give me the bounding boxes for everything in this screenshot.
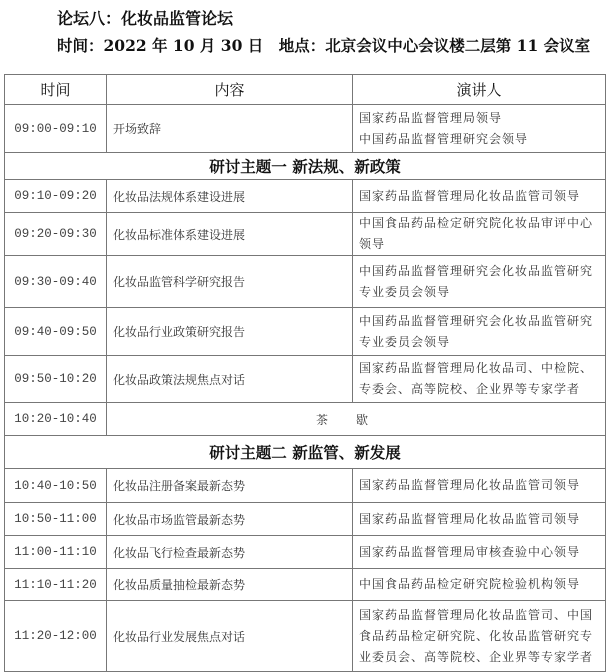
content-cell: 化妆品注册备案最新态势	[107, 469, 353, 503]
theme-row	[5, 436, 606, 469]
content-cell: 化妆品飞行检查最新态势	[107, 536, 353, 569]
header-time: 时间	[5, 75, 107, 105]
time-cell: 10:40-10:50	[5, 469, 107, 503]
break-label: 茶歇	[107, 403, 606, 436]
header-content: 内容	[107, 75, 353, 105]
time-cell: 09:50-10:20	[5, 356, 107, 403]
header-speaker: 演讲人	[353, 75, 606, 105]
schedule-table	[4, 74, 606, 672]
content-cell: 开场致辞	[107, 105, 353, 153]
table-row	[5, 356, 606, 403]
content-cell: 化妆品行业政策研究报告	[107, 308, 353, 356]
speaker-cell: 国家药品监督管理局审核查验中心领导	[353, 536, 606, 569]
content-cell: 化妆品监管科学研究报告	[107, 256, 353, 308]
speaker-cell: 中国药品监督管理研究会化妆品监管研究专业委员会领导	[353, 308, 606, 356]
speaker-cell: 国家药品监督管理局化妆品监管司领导	[353, 180, 606, 213]
speaker-cell: 中国食品药品检定研究院化妆品审评中心领导	[353, 213, 606, 256]
time-cell: 10:20-10:40	[5, 403, 107, 436]
time-cell: 10:50-11:00	[5, 503, 107, 536]
speaker-cell: 中国药品监督管理研究会化妆品监管研究专业委员会领导	[353, 256, 606, 308]
time-cell: 11:10-11:20	[5, 569, 107, 601]
time-cell: 11:20-12:00	[5, 601, 107, 672]
forum-title: 论坛八：化妆品监管论坛	[57, 9, 234, 28]
theme-title: 研讨主题一 新法规、新政策	[5, 153, 606, 180]
speaker-cell: 国家药品监督管理局化妆品监管司、中国食品药品检定研究院、化妆品监管研究专业委员会、高等院校、企业界等专家学者	[353, 601, 606, 672]
content-cell: 化妆品行业发展焦点对话	[107, 601, 353, 672]
content-cell: 化妆品政策法规焦点对话	[107, 356, 353, 403]
table-row	[5, 503, 606, 536]
content-cell: 化妆品市场监管最新态势	[107, 503, 353, 536]
break-row	[5, 403, 606, 436]
content-cell: 化妆品法规体系建设进展	[107, 180, 353, 213]
speaker-cell: 国家药品监督管理局化妆品司、中检院、专委会、高等院校、企业界等专家学者	[353, 356, 606, 403]
speaker-cell: 国家药品监督管理局化妆品监管司领导	[353, 503, 606, 536]
time-cell: 11:00-11:10	[5, 536, 107, 569]
time-cell: 09:30-09:40	[5, 256, 107, 308]
content-cell: 化妆品标准体系建设进展	[107, 213, 353, 256]
speaker-cell: 中国食品药品检定研究院检验机构领导	[353, 569, 606, 601]
table-row	[5, 105, 606, 153]
time-location-line: 时间：2022 年 10 月 30 日 地点：北京会议中心会议楼二层第 11 会议室	[57, 36, 591, 55]
table-row	[5, 569, 606, 601]
table-row	[5, 213, 606, 256]
table-row	[5, 180, 606, 213]
time-cell: 09:40-09:50	[5, 308, 107, 356]
theme-title: 研讨主题二 新监管、新发展	[5, 436, 606, 469]
table-row	[5, 256, 606, 308]
time-cell: 09:00-09:10	[5, 105, 107, 153]
speaker-cell: 国家药品监督管理局化妆品监管司领导	[353, 469, 606, 503]
content-cell: 化妆品质量抽检最新态势	[107, 569, 353, 601]
speaker-cell: 国家药品监督管理局领导 中国药品监督管理研究会领导	[353, 105, 606, 153]
table-row	[5, 601, 606, 672]
time-cell: 09:10-09:20	[5, 180, 107, 213]
table-row	[5, 308, 606, 356]
time-cell: 09:20-09:30	[5, 213, 107, 256]
table-row	[5, 536, 606, 569]
table-header-row	[5, 75, 606, 105]
table-row	[5, 469, 606, 503]
theme-row	[5, 153, 606, 180]
